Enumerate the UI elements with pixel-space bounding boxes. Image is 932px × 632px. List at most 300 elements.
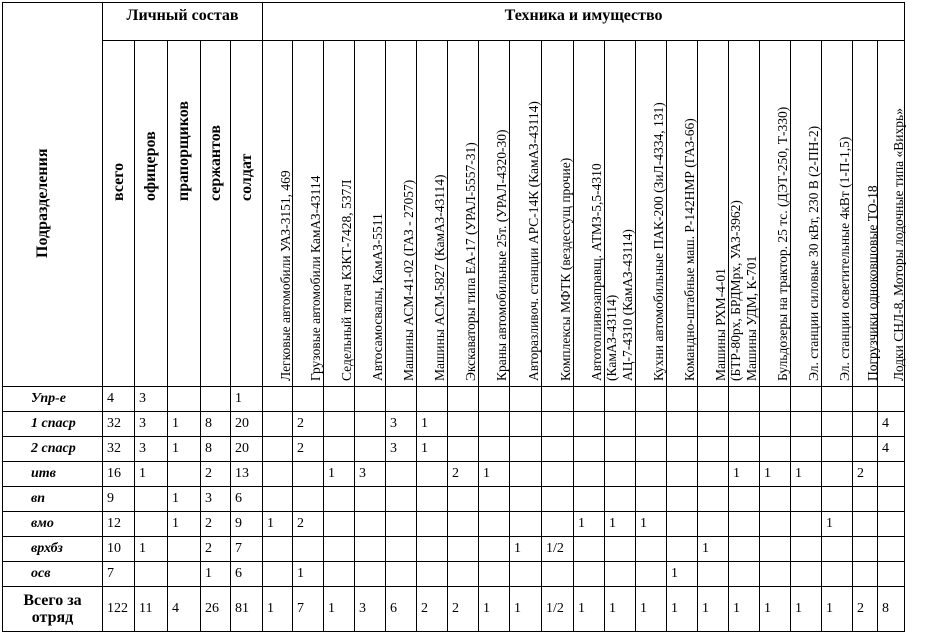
equipment-col-header (605, 41, 636, 387)
equipment-cell (355, 487, 386, 512)
equipment-cell (853, 387, 878, 412)
equipment-cell (853, 487, 878, 512)
personnel-cell: 6 (231, 487, 263, 512)
total-personnel-cell: 4 (168, 587, 201, 632)
total-row (3, 587, 905, 632)
equipment-cell (729, 537, 760, 562)
equipment-col-label-line: Эл. станции силовые 30 кВт, 230 В (2-ПН-2) (806, 125, 822, 381)
equipment-col-label-line: (БТР-80рх, БРДМрх, УАЗ-3962) (728, 200, 744, 381)
equipment-cell (479, 537, 510, 562)
equipment-col-label-line: Автотопливозаправщ. АТМЗ-5,5-4310 (589, 163, 605, 381)
personnel-cell (135, 512, 168, 537)
equipment-cell: 1/2 (542, 537, 574, 562)
personnel-cell (168, 462, 201, 487)
equipment-col-header (729, 41, 760, 387)
equipment-cell (448, 512, 479, 537)
equipment-col-label-line: Машины АСМ-5827 (КамАЗ-43114) (432, 174, 448, 381)
equipment-cell (667, 512, 698, 537)
table-row (3, 537, 905, 562)
equipment-cell (822, 487, 853, 512)
equipment-cell (729, 562, 760, 587)
personnel-cell: 1 (231, 387, 263, 412)
unit-name: 1 спаср (3, 412, 103, 437)
total-equipment-cell: 1 (574, 587, 605, 632)
equipment-cell (510, 387, 542, 412)
total-personnel-cell: 122 (103, 587, 135, 632)
equipment-cell (853, 412, 878, 437)
total-equipment-cell: 2 (853, 587, 878, 632)
unit-name: Упр-е (3, 387, 103, 412)
equipment-col-label-line: Погрузчики одноковшовые ТО-18 (865, 185, 881, 381)
equipment-col-header (760, 41, 791, 387)
equipment-cell (698, 487, 729, 512)
equipment-cell (355, 562, 386, 587)
equipment-cell (324, 512, 355, 537)
personnel-cell: 9 (231, 512, 263, 537)
personnel-cell: 32 (103, 412, 135, 437)
equipment-cell (791, 437, 822, 462)
personnel-col-header (103, 41, 135, 387)
equipment-cell (293, 487, 324, 512)
personnel-cell: 2 (201, 462, 231, 487)
equipment-cell (355, 512, 386, 537)
equipment-cell (667, 487, 698, 512)
equipment-cell (667, 462, 698, 487)
equipment-cell (510, 562, 542, 587)
personnel-col-label: офицеров (142, 131, 159, 201)
personnel-cell: 12 (103, 512, 135, 537)
equipment-cell (324, 537, 355, 562)
total-personnel-cell: 26 (201, 587, 231, 632)
personnel-col-header (201, 41, 231, 387)
equipment-cell (878, 537, 905, 562)
total-equipment-cell: 6 (386, 587, 417, 632)
equipment-cell (510, 437, 542, 462)
equipment-cell: 4 (878, 437, 905, 462)
personnel-cell: 2 (201, 512, 231, 537)
personnel-col-label: солдат (237, 153, 255, 201)
equipment-cell (605, 412, 636, 437)
equipment-cell (605, 437, 636, 462)
equipment-cell (667, 387, 698, 412)
equipment-cell (448, 487, 479, 512)
equipment-col-label-line: Эл. станции осветительные 4кВт (1-П-1,5) (837, 136, 853, 381)
equipment-cell (355, 412, 386, 437)
equipment-col-label-line: Комплексы МФТК (вездессущ прочие) (557, 157, 573, 381)
equipment-col-header (386, 41, 417, 387)
equipment-cell (355, 537, 386, 562)
equipment-cell: 1 (636, 512, 667, 537)
equipment-cell (324, 437, 355, 462)
equipment-col-label-line: Автосамосвалы, КамАЗ-5511 (370, 213, 386, 381)
equipment-cell: 1 (417, 437, 448, 462)
equipment-col-header (448, 41, 479, 387)
total-equipment-cell: 1 (636, 587, 667, 632)
equipment-cell (791, 412, 822, 437)
equipment-cell: 1 (324, 462, 355, 487)
equipment-col-header (698, 41, 744, 387)
personnel-cell: 1 (201, 562, 231, 587)
total-equipment-cell: 1 (667, 587, 698, 632)
equipment-cell (698, 437, 729, 462)
total-equipment-cell: 8 (878, 587, 905, 632)
personnel-cell: 1 (168, 412, 201, 437)
equipment-col-label-line: Седельный тягач КЗКТ-7428, 537Л (339, 179, 355, 381)
equipment-cell (386, 387, 417, 412)
equipment-col-header (574, 41, 620, 387)
equipment-cell: 1 (667, 562, 698, 587)
personnel-col-header (231, 41, 263, 387)
total-label-line: Всего за (23, 592, 82, 609)
personnel-cell: 8 (201, 437, 231, 462)
equipment-cell (760, 562, 791, 587)
equipment-cell (636, 487, 667, 512)
equipment-cell (605, 462, 636, 487)
equipment-cell (605, 537, 636, 562)
personnel-cell: 3 (135, 387, 168, 412)
equipment-cell (386, 562, 417, 587)
equipment-cell (263, 562, 293, 587)
total-equipment-cell: 2 (417, 587, 448, 632)
equipment-cell: 2 (448, 462, 479, 487)
equipment-cell: 1 (729, 462, 760, 487)
equipment-cell (605, 562, 636, 587)
table-row (3, 462, 905, 487)
equipment-cell (729, 387, 760, 412)
equipment-cell (324, 387, 355, 412)
personnel-cell (168, 537, 201, 562)
equipment-cell (667, 437, 698, 462)
equipment-col-header (417, 41, 448, 387)
total-equipment-cell: 1 (263, 587, 293, 632)
equipment-cell (636, 562, 667, 587)
equipment-col-label-line: Машины РХМ-4-01 (713, 268, 729, 381)
equipment-cell: 1 (822, 512, 853, 537)
table-row (3, 562, 905, 587)
personnel-cell: 3 (201, 487, 231, 512)
equipment-cell (510, 487, 542, 512)
equipment-cell (574, 387, 605, 412)
equipment-cell (574, 462, 605, 487)
equipment-cell (791, 487, 822, 512)
total-equipment-cell: 1 (605, 587, 636, 632)
equipment-cell (698, 462, 729, 487)
personnel-cell: 16 (103, 462, 135, 487)
equipment-col-label-line: Машины АСМ-41-02 (ГАЗ - 27057) (401, 179, 417, 381)
personnel-cell: 1 (135, 537, 168, 562)
equipment-cell (878, 487, 905, 512)
personnel-cell: 3 (135, 437, 168, 462)
personnel-group-header: Личный состав (103, 3, 263, 41)
total-label-line: отряд (31, 609, 74, 626)
equipment-cell (760, 512, 791, 537)
equipment-cell (542, 487, 574, 512)
equipment-cell (729, 437, 760, 462)
table-row (3, 412, 905, 437)
equipment-cell (574, 537, 605, 562)
equipment-cell (574, 437, 605, 462)
personnel-cell: 4 (103, 387, 135, 412)
equipment-col-header (510, 41, 542, 387)
unit-name: осв (3, 562, 103, 587)
equipment-col-label-line: АЦ-7-4310 (КамАЗ-43114) (620, 229, 636, 381)
personnel-cell (135, 487, 168, 512)
unit-name: врхбз (3, 537, 103, 562)
equipment-col-header (667, 41, 698, 387)
equipment-cell (542, 437, 574, 462)
equipment-cell (417, 487, 448, 512)
equipment-cell: 3 (355, 462, 386, 487)
equipment-cell (878, 562, 905, 587)
equipment-cell (822, 437, 853, 462)
personnel-cell (168, 562, 201, 587)
equipment-cell (729, 487, 760, 512)
equipment-cell (324, 412, 355, 437)
equipment-cell (574, 562, 605, 587)
equipment-cell (698, 387, 729, 412)
equipment-col-label-line: Машины УДМ, К-701 (744, 255, 760, 381)
equipment-cell (822, 562, 853, 587)
equipment-cell (636, 537, 667, 562)
personnel-cell: 20 (231, 412, 263, 437)
equipment-cell (667, 537, 698, 562)
equipment-cell (853, 562, 878, 587)
equipment-cell (791, 387, 822, 412)
equipment-cell (853, 437, 878, 462)
equipment-cell (479, 387, 510, 412)
equipment-cell: 1 (791, 462, 822, 487)
equipment-cell (698, 512, 729, 537)
equipment-cell (760, 387, 791, 412)
total-equipment-cell: 1 (324, 587, 355, 632)
equipment-cell (355, 437, 386, 462)
total-equipment-cell: 1 (510, 587, 542, 632)
total-equipment-cell: 7 (293, 587, 324, 632)
table-row (3, 487, 905, 512)
table-row (3, 512, 905, 537)
equipment-cell (448, 412, 479, 437)
equipment-cell (293, 462, 324, 487)
total-equipment-cell: 1 (479, 587, 510, 632)
equipment-cell (386, 537, 417, 562)
equipment-cell: 1 (760, 462, 791, 487)
equipment-cell (760, 487, 791, 512)
personnel-cell: 1 (168, 487, 201, 512)
equipment-cell (293, 387, 324, 412)
equipment-cell (791, 512, 822, 537)
equipment-col-header (878, 41, 905, 387)
equipment-cell (263, 537, 293, 562)
equipment-cell (479, 562, 510, 587)
personnel-cell (201, 387, 231, 412)
equipment-cell (293, 537, 324, 562)
equipment-cell (822, 387, 853, 412)
personnel-cell: 9 (103, 487, 135, 512)
equipment-cell (386, 487, 417, 512)
unit-name: вп (3, 487, 103, 512)
personnel-cell: 32 (103, 437, 135, 462)
equipment-cell (263, 412, 293, 437)
equipment-col-label-line: Авторазливоч. станции АРС-14К (КамАЗ-43114) (525, 101, 541, 381)
personnel-col-header (135, 41, 168, 387)
personnel-col-header (168, 41, 201, 387)
equipment-col-label-line: Командно-штабные маш. Р-142НМР (ГАЗ-66) (682, 118, 698, 381)
equipment-cell (417, 387, 448, 412)
equipment-cell (822, 462, 853, 487)
equipment-col-header (293, 41, 324, 387)
total-personnel-cell: 81 (231, 587, 263, 632)
equipment-col-header (479, 41, 510, 387)
equipment-cell: 1 (574, 512, 605, 537)
equipment-cell (386, 512, 417, 537)
equipment-cell (510, 512, 542, 537)
equipment-cell (878, 387, 905, 412)
equipment-cell: 1 (510, 537, 542, 562)
equipment-cell (355, 387, 386, 412)
equipment-cell: 1 (479, 462, 510, 487)
equipment-col-header (324, 41, 355, 387)
equipment-cell (479, 512, 510, 537)
equipment-cell (822, 412, 853, 437)
equipment-col-label-line: Легковые автомобили УАЗ-3151, 469 (277, 170, 293, 381)
equipment-group-header: Техника и имущество (263, 3, 905, 41)
personnel-col-label: прапорщиков (175, 101, 192, 201)
equipment-cell (605, 387, 636, 412)
personnel-cell: 2 (201, 537, 231, 562)
equipment-cell (667, 412, 698, 437)
personnel-cell (168, 387, 201, 412)
equipment-cell: 3 (386, 412, 417, 437)
personnel-cell: 1 (168, 437, 201, 462)
equipment-cell (605, 487, 636, 512)
unit-name: 2 спаср (3, 437, 103, 462)
personnel-cell: 8 (201, 412, 231, 437)
equipment-cell (263, 462, 293, 487)
equipment-col-header (636, 41, 667, 387)
total-label (3, 587, 103, 632)
personnel-cell: 7 (231, 537, 263, 562)
personnel-cell: 10 (103, 537, 135, 562)
equipment-cell (479, 487, 510, 512)
equipment-cell (791, 537, 822, 562)
equipment-col-label-line: Экскаваторы типа ЕА-17 (УРАЛ-5557-31) (463, 142, 479, 381)
equipment-cell (479, 412, 510, 437)
total-equipment-cell: 1 (822, 587, 853, 632)
equipment-cell (386, 462, 417, 487)
equipment-cell (729, 512, 760, 537)
equipment-cell (448, 537, 479, 562)
equipment-cell: 2 (293, 437, 324, 462)
personnel-cell: 1 (168, 512, 201, 537)
total-equipment-cell: 1 (760, 587, 791, 632)
personnel-cell (135, 562, 168, 587)
equipment-cell (729, 412, 760, 437)
table-row (3, 437, 905, 462)
personnel-cell: 1 (135, 462, 168, 487)
equipment-cell: 1 (417, 412, 448, 437)
equipment-cell: 2 (293, 412, 324, 437)
equipment-cell (822, 537, 853, 562)
units-header-label: Подразделения (34, 148, 51, 258)
equipment-cell (324, 487, 355, 512)
equipment-cell (542, 512, 574, 537)
equipment-cell: 2 (853, 462, 878, 487)
equipment-cell (760, 412, 791, 437)
total-equipment-cell: 1 (698, 587, 729, 632)
total-equipment-cell: 1/2 (542, 587, 574, 632)
equipment-cell (542, 412, 574, 437)
personnel-col-label: сержантов (206, 124, 224, 201)
equipment-cell: 3 (386, 437, 417, 462)
equipment-cell (417, 512, 448, 537)
equipment-col-label-line: Грузовые автомобили КамАЗ-43114 (308, 175, 324, 381)
equipment-cell (878, 462, 905, 487)
equipment-cell (263, 437, 293, 462)
equipment-cell (636, 412, 667, 437)
equipment-cell (878, 512, 905, 537)
unit-name: итв (3, 462, 103, 487)
equipment-cell (636, 462, 667, 487)
equipment-cell (760, 537, 791, 562)
equipment-cell (263, 487, 293, 512)
equipment-col-header (822, 41, 853, 387)
equipment-cell (760, 437, 791, 462)
equipment-col-label-line: (КамАЗ-43114) (604, 294, 620, 381)
equipment-cell (636, 437, 667, 462)
total-equipment-cell: 2 (448, 587, 479, 632)
equipment-cell (853, 537, 878, 562)
personnel-cell: 6 (231, 562, 263, 587)
equipment-cell (417, 562, 448, 587)
personnel-cell: 3 (135, 412, 168, 437)
equipment-cell (574, 412, 605, 437)
equipment-cell (510, 412, 542, 437)
equipment-cell (698, 562, 729, 587)
total-personnel-cell: 11 (135, 587, 168, 632)
equipment-cell (853, 512, 878, 537)
equipment-cell (263, 387, 293, 412)
equipment-cell (448, 562, 479, 587)
equipment-col-label-line: Бульдозеры на трактор. 25 тс. (ДЭТ-250, Т-330) (775, 106, 791, 381)
equipment-cell: 1 (605, 512, 636, 537)
equipment-col-header (791, 41, 822, 387)
personnel-cell: 7 (103, 562, 135, 587)
equipment-cell: 1 (263, 512, 293, 537)
equipment-cell (542, 562, 574, 587)
equipment-cell (636, 387, 667, 412)
equipment-col-label-line: Кухни автомобильные ПАК-200 (ЗиЛ-4334, 131) (651, 102, 667, 381)
personnel-cell: 20 (231, 437, 263, 462)
equipment-cell (542, 462, 574, 487)
unit-equipment-table (2, 2, 905, 632)
equipment-cell (791, 562, 822, 587)
personnel-col-label: всего (109, 162, 127, 201)
equipment-cell (698, 412, 729, 437)
equipment-cell (324, 562, 355, 587)
equipment-cell (479, 437, 510, 462)
equipment-cell (510, 462, 542, 487)
total-equipment-cell: 1 (791, 587, 822, 632)
total-equipment-cell: 1 (729, 587, 760, 632)
total-equipment-cell: 3 (355, 587, 386, 632)
unit-name: вмо (3, 512, 103, 537)
equipment-cell (417, 537, 448, 562)
equipment-cell (417, 462, 448, 487)
equipment-cell: 1 (698, 537, 729, 562)
units-header (3, 3, 103, 387)
equipment-col-header (542, 41, 574, 387)
equipment-cell (448, 437, 479, 462)
